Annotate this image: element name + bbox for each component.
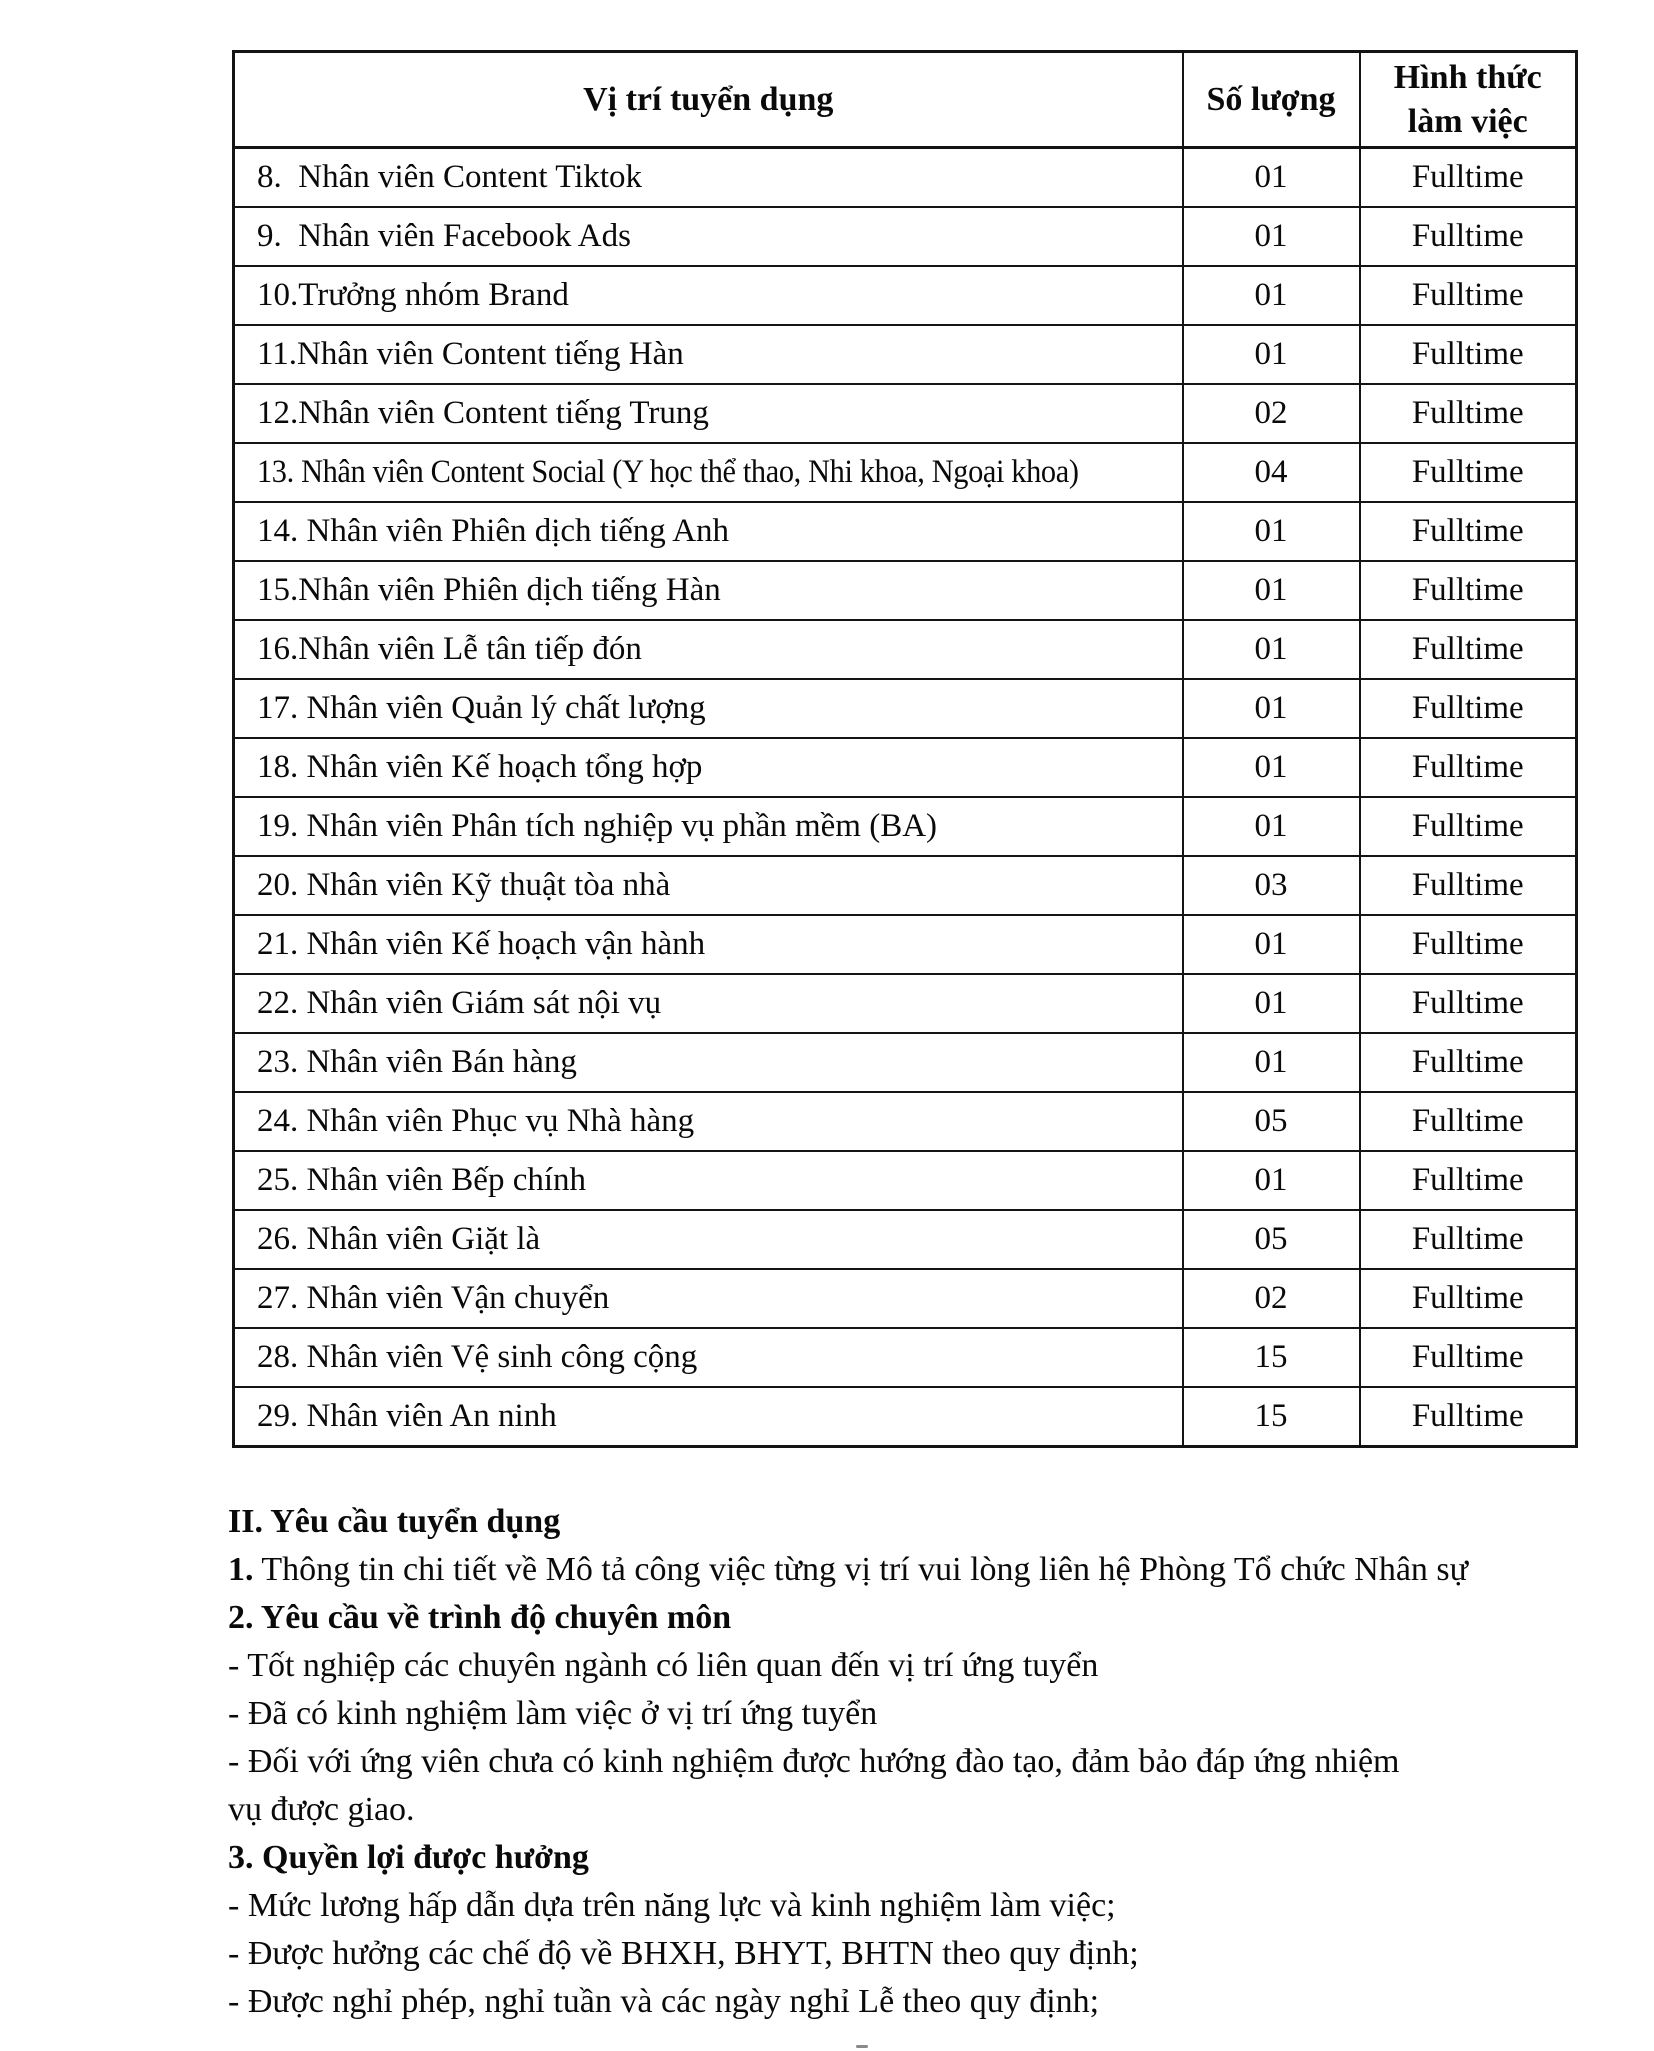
worktype-cell: Fulltime [1360, 1033, 1577, 1092]
quantity-cell: 01 [1183, 915, 1360, 974]
bullet-item: - Đã có kinh nghiệm làm việc ở vị trí ứng tuyển [228, 1695, 878, 1732]
position-cell [234, 974, 1183, 1033]
quantity-cell: 01 [1183, 1151, 1360, 1210]
table-row [234, 443, 1577, 502]
table-header [234, 52, 1577, 148]
position-text: 20. Nhân viên Kỹ thuật tòa nhà [257, 867, 671, 903]
quantity-cell: 04 [1183, 443, 1360, 502]
position-cell [234, 1033, 1183, 1092]
bullet-item: - Mức lương hấp dẫn dựa trên năng lực và kinh nghiệm làm việc; [228, 1887, 1116, 1924]
position-cell [234, 502, 1183, 561]
table-row [234, 974, 1577, 1033]
position-text: 25. Nhân viên Bếp chính [257, 1162, 587, 1198]
worktype-cell: Fulltime [1360, 1269, 1577, 1328]
position-text: 26. Nhân viên Giặt là [257, 1221, 541, 1257]
position-cell [234, 443, 1183, 502]
position-cell [234, 1269, 1183, 1328]
position-text: 16.Nhân viên Lễ tân tiếp đón [257, 631, 642, 667]
subsection-heading-qualifications: 2. Yêu cầu về trình độ chuyên môn [228, 1599, 732, 1636]
worktype-cell: Fulltime [1360, 266, 1577, 325]
quantity-cell: 01 [1183, 797, 1360, 856]
position-cell [234, 561, 1183, 620]
quantity-cell: 02 [1183, 384, 1360, 443]
worktype-cell: Fulltime [1360, 443, 1577, 502]
position-text: 24. Nhân viên Phục vụ Nhà hàng [257, 1103, 695, 1139]
position-cell [234, 1387, 1183, 1447]
worktype-cell: Fulltime [1360, 561, 1577, 620]
position-text: 19. Nhân viên Phân tích nghiệp vụ phần mềm (BA) [257, 808, 938, 844]
quantity-cell: 01 [1183, 561, 1360, 620]
quantity-cell: 01 [1183, 266, 1360, 325]
worktype-cell: Fulltime [1360, 679, 1577, 738]
table-row [234, 1269, 1577, 1328]
quantity-cell: 05 [1183, 1092, 1360, 1151]
worktype-cell: Fulltime [1360, 1328, 1577, 1387]
position-cell [234, 797, 1183, 856]
bullet-item-continuation: vụ được giao. [228, 1791, 415, 1828]
table-row [234, 1151, 1577, 1210]
position-text: 21. Nhân viên Kế hoạch vận hành [257, 926, 706, 962]
table-header-row [234, 52, 1577, 148]
quantity-cell: 01 [1183, 325, 1360, 384]
position-cell [234, 1151, 1183, 1210]
table-body [234, 148, 1577, 1447]
position-cell [234, 679, 1183, 738]
bullet-item: - Tốt nghiệp các chuyên ngành có liên quan đến vị trí ứng tuyển [228, 1647, 1099, 1684]
worktype-cell: Fulltime [1360, 384, 1577, 443]
worktype-cell: Fulltime [1360, 915, 1577, 974]
subsection-heading-benefits: 3. Quyền lợi được hưởng [228, 1839, 589, 1876]
quantity-cell: 01 [1183, 148, 1360, 208]
worktype-cell: Fulltime [1360, 502, 1577, 561]
table-row [234, 561, 1577, 620]
position-text: 14. Nhân viên Phiên dịch tiếng Anh [257, 513, 730, 549]
worktype-cell: Fulltime [1360, 1387, 1577, 1447]
bullet-item: - Được hưởng các chế độ về BHXH, BHYT, BHTN theo quy định; [228, 1935, 1139, 1972]
position-text: 18. Nhân viên Kế hoạch tổng hợp [257, 749, 703, 785]
worktype-cell: Fulltime [1360, 738, 1577, 797]
quantity-cell: 15 [1183, 1328, 1360, 1387]
position-text: 23. Nhân viên Bán hàng [257, 1044, 577, 1080]
position-text: 13. Nhân viên Content Social (Y học thể thao, Nhi khoa, Ngoại khoa) [257, 454, 1079, 490]
worktype-cell: Fulltime [1360, 207, 1577, 266]
table-row [234, 915, 1577, 974]
quantity-cell: 03 [1183, 856, 1360, 915]
worktype-cell: Fulltime [1360, 1210, 1577, 1269]
quantity-cell: 02 [1183, 1269, 1360, 1328]
recruitment-positions-table [232, 50, 1578, 1448]
position-cell [234, 1210, 1183, 1269]
table-row [234, 325, 1577, 384]
quantity-cell: 01 [1183, 679, 1360, 738]
requirement-note-line [228, 1546, 1620, 1594]
column-header-quantity [1183, 52, 1360, 148]
position-cell [234, 915, 1183, 974]
position-text: 27. Nhân viên Vận chuyển [257, 1280, 610, 1316]
bullet-item: - Được nghỉ phép, nghỉ tuần và các ngày nghỉ Lễ theo quy định; [228, 1983, 1100, 2020]
table-row [234, 797, 1577, 856]
table-row [234, 679, 1577, 738]
worktype-cell: Fulltime [1360, 974, 1577, 1033]
position-cell [234, 384, 1183, 443]
position-text: 28. Nhân viên Vệ sinh công cộng [257, 1339, 698, 1375]
column-header-worktype-line1: Hình thức [1393, 58, 1542, 96]
worktype-cell: Fulltime [1360, 620, 1577, 679]
table-row [234, 384, 1577, 443]
quantity-cell: 01 [1183, 974, 1360, 1033]
position-text: 9. Nhân viên Facebook Ads [257, 218, 631, 254]
note-number: 1. [228, 1551, 254, 1588]
position-cell [234, 1328, 1183, 1387]
column-header-position-label: Vị trí tuyển dụng [583, 80, 834, 118]
quantity-cell: 05 [1183, 1210, 1360, 1269]
position-cell [234, 1092, 1183, 1151]
quantity-cell: 15 [1183, 1387, 1360, 1447]
position-text: 29. Nhân viên An ninh [257, 1398, 557, 1434]
position-cell [234, 266, 1183, 325]
position-text: 11.Nhân viên Content tiếng Hàn [257, 336, 684, 372]
worktype-cell: Fulltime [1360, 797, 1577, 856]
column-header-worktype-line2: làm việc [1407, 102, 1528, 140]
table-row [234, 738, 1577, 797]
cutoff-text-artifact [856, 2045, 868, 2048]
worktype-cell: Fulltime [1360, 856, 1577, 915]
column-header-worktype [1360, 52, 1577, 148]
section-heading-requirements: II. Yêu cầu tuyển dụng [228, 1503, 561, 1540]
table-row [234, 1033, 1577, 1092]
position-cell [234, 148, 1183, 208]
table-row [234, 266, 1577, 325]
column-header-position [234, 52, 1183, 148]
table-row [234, 1210, 1577, 1269]
position-cell [234, 856, 1183, 915]
position-text: 15.Nhân viên Phiên dịch tiếng Hàn [257, 572, 721, 608]
bullet-item: - Đối với ứng viên chưa có kinh nghiệm được hướng đào tạo, đảm bảo đáp ứng nhiệm [228, 1743, 1400, 1780]
table-row [234, 1328, 1577, 1387]
position-cell [234, 738, 1183, 797]
position-cell [234, 620, 1183, 679]
position-cell [234, 207, 1183, 266]
position-text: 17. Nhân viên Quản lý chất lượng [257, 690, 706, 726]
table-row [234, 1387, 1577, 1447]
table-row [234, 856, 1577, 915]
note-text: Thông tin chi tiết về Mô tả công việc từng vị trí vui lòng liên hệ Phòng Tổ chức Nhân sự [253, 1551, 1469, 1588]
quantity-cell: 01 [1183, 1033, 1360, 1092]
position-cell [234, 325, 1183, 384]
worktype-cell: Fulltime [1360, 1092, 1577, 1151]
position-text: 22. Nhân viên Giám sát nội vụ [257, 985, 662, 1021]
table-row [234, 1092, 1577, 1151]
worktype-cell: Fulltime [1360, 1151, 1577, 1210]
position-text: 12.Nhân viên Content tiếng Trung [257, 395, 709, 431]
position-text: 10.Trưởng nhóm Brand [257, 277, 569, 313]
table-row [234, 502, 1577, 561]
quantity-cell: 01 [1183, 207, 1360, 266]
table-row [234, 620, 1577, 679]
position-text: 8. Nhân viên Content Tiktok [257, 159, 643, 195]
quantity-cell: 01 [1183, 738, 1360, 797]
requirements-text-block [228, 1498, 1620, 2026]
table-row [234, 148, 1577, 208]
quantity-cell: 01 [1183, 620, 1360, 679]
worktype-cell: Fulltime [1360, 325, 1577, 384]
column-header-quantity-label: Số lượng [1206, 80, 1336, 118]
quantity-cell: 01 [1183, 502, 1360, 561]
table-row [234, 207, 1577, 266]
worktype-cell: Fulltime [1360, 148, 1577, 208]
